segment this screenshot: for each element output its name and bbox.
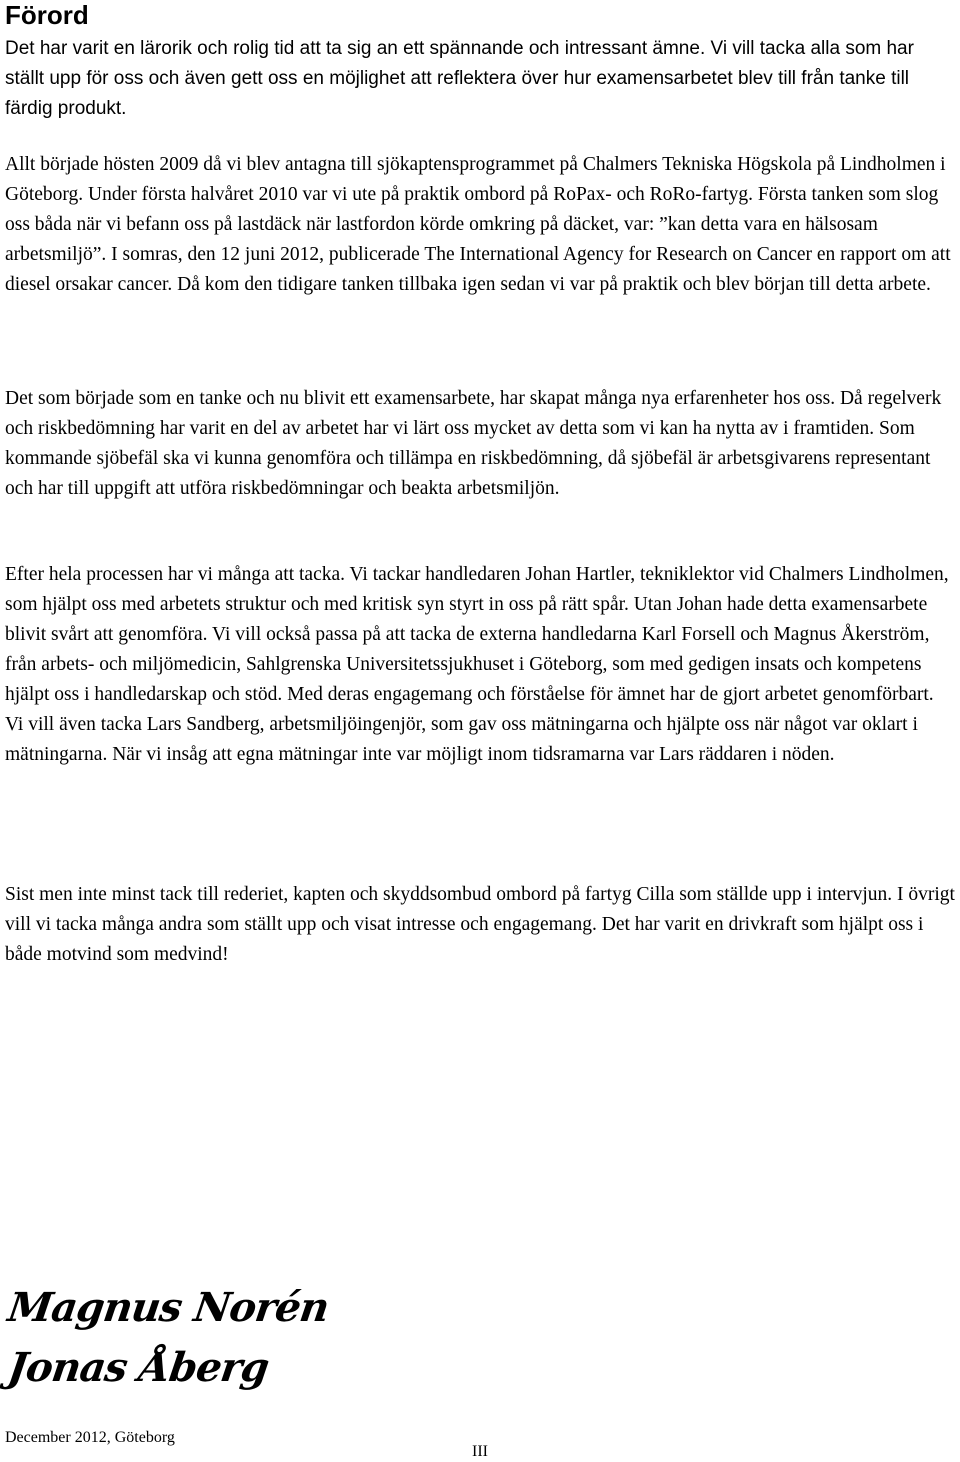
place-date: December 2012, Göteborg [5, 1429, 175, 1446]
paragraph-intro: Det har varit en lärorik och rolig tid att ta sig an ett spännande och intressant ämne. Vi vill tacka alla som har ställt upp för oss och även gett oss en möjlighet att reflektera över hur examensarbetet blev till från tanke till färdig produkt. [5, 38, 914, 119]
page-title: Förord [5, 0, 89, 30]
page-number: III [472, 1443, 488, 1460]
paragraph-experience: Det som började som en tanke och nu blivit ett examensarbete, har skapat många nya erfarenheter hos oss. Då regelverk och riskbedömning har varit en del av arbetet har vi lärt oss mycket av detta som vi kan ha nytta av i framtiden. Som kommande sjöbefäl ska vi kunna genomföra och tillämpa en riskbedömning, då sjöbefäl är arbetsgivarens representant och har till uppgift att utföra riskbedömningar och beakta arbetsmiljön. [5, 388, 942, 499]
signature-jonas: Jonas Åberg [5, 1344, 272, 1391]
paragraph-background: Allt började hösten 2009 då vi blev antagna till sjökaptensprogrammet på Chalmers Tekniska Högskola på Lindholmen i Göteborg. Under första halvåret 2010 var vi ute på praktik ombord på RoPax- och RoRo-fartyg. Första tanken som slog oss båda när vi befann oss på lastdäck när lastfordon körde omkring på däcket, var: ”kan detta vara en hälsosam arbetsmiljö”. I somras, den 12 juni 2012, publicerade The International Agency for Research on Cancer en rapport om att diesel orsakar cancer. Då kom den tidigare tanken tillbaka igen sedan vi var på praktik och blev början till detta arbete. [5, 154, 951, 295]
paragraph-closing: Sist men inte minst tack till rederiet, kapten och skyddsombud ombord på fartyg Cilla som ställde upp i intervjun. I övrigt vill vi tacka många andra som ställt upp och visat intresse och engagemang. Det har varit en drivkraft som hjälpt oss i både motvind som medvind! [5, 884, 955, 965]
signature-magnus: Magnus Norén [5, 1284, 332, 1331]
paragraph-thanks: Efter hela processen har vi många att tacka. Vi tackar handledaren Johan Hartler, tekniklektor vid Chalmers Lindholmen, som hjälpt oss med arbetets struktur och med kritisk syn styrt in oss på rätt spår. Utan Johan hade detta examensarbete blivit svårt att genomföra. Vi vill också passa på att tacka de externa handledarna Karl Forsell och Magnus Åkerström, från arbets- och miljömedicin, Sahlgrenska Universitetssjukhuset i Göteborg, som med gedigen insats och kompetens hjälpt oss i handledarskap och stöd. Med deras engagemang och förståelse för ämnet har de gjort arbetet genomförbart. Vi vill även tacka Lars Sandberg, arbetsmiljöingenjör, som gav oss mätningarna och hjälpte oss när något var oklart i mätningarna. När vi insåg att egna mätningar inte var möjligt inom tidsramarna var Lars räddaren i nöden. [5, 564, 949, 765]
